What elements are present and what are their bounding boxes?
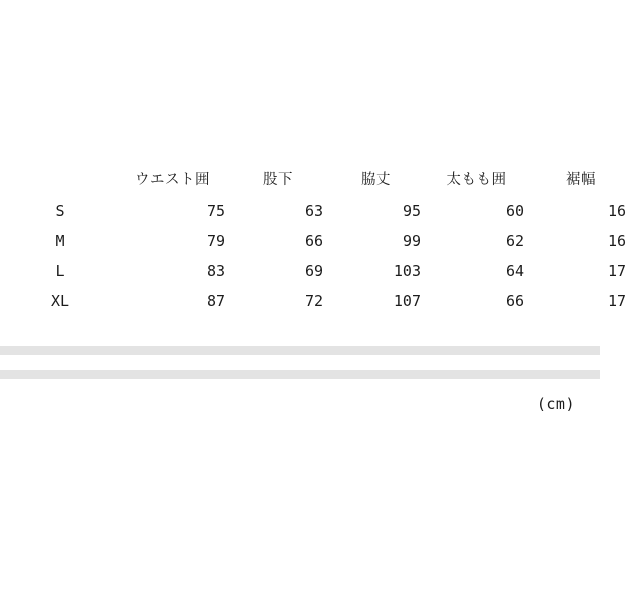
cell-waist: 83 xyxy=(206,262,225,280)
cell-inseam: 72 xyxy=(304,292,323,310)
table-row xyxy=(0,256,644,286)
table-body xyxy=(0,196,644,316)
cell-hem: 16 xyxy=(607,232,626,250)
column-header-thigh xyxy=(429,160,536,196)
cell-waist: 87 xyxy=(206,292,225,310)
cell-outseam: 107 xyxy=(393,292,421,310)
row-size-label: S xyxy=(55,202,65,220)
cell-inseam: 63 xyxy=(304,202,323,220)
column-header-waist-label: ウエスト囲 xyxy=(135,171,210,188)
size-chart-table xyxy=(0,160,644,316)
row-size-label: XL xyxy=(50,292,70,310)
column-header-inseam-label: 股下 xyxy=(263,171,293,188)
column-header-waist xyxy=(120,160,233,196)
cell-thigh: 62 xyxy=(505,232,524,250)
row-size-label: M xyxy=(55,232,65,250)
column-header-outseam xyxy=(331,160,429,196)
column-header-size xyxy=(0,160,120,196)
column-header-hem-label: 裾幅 xyxy=(566,171,596,188)
row-size-label: L xyxy=(55,262,65,280)
cell-outseam: 95 xyxy=(402,202,421,220)
cell-thigh: 66 xyxy=(505,292,524,310)
column-header-thigh-label: 太もも囲 xyxy=(446,171,507,188)
divider-top xyxy=(0,346,600,355)
table-row xyxy=(0,196,644,226)
divider-bottom xyxy=(0,370,600,379)
table-header xyxy=(0,160,644,196)
cell-outseam: 103 xyxy=(393,262,421,280)
table-row xyxy=(0,286,644,316)
table-row xyxy=(0,226,644,256)
cell-waist: 79 xyxy=(206,232,225,250)
cell-hem: 16 xyxy=(607,202,626,220)
cell-inseam: 66 xyxy=(304,232,323,250)
cell-thigh: 64 xyxy=(505,262,524,280)
cell-hem: 17 xyxy=(607,262,626,280)
cell-thigh: 60 xyxy=(505,202,524,220)
cell-outseam: 99 xyxy=(402,232,421,250)
cell-waist: 75 xyxy=(206,202,225,220)
table-header-row xyxy=(0,160,644,196)
unit-note: (cm) xyxy=(536,395,575,413)
cell-hem: 17 xyxy=(607,292,626,310)
column-header-hem xyxy=(536,160,644,196)
column-header-outseam-label: 脇丈 xyxy=(361,171,391,188)
cell-inseam: 69 xyxy=(304,262,323,280)
column-header-inseam xyxy=(233,160,331,196)
